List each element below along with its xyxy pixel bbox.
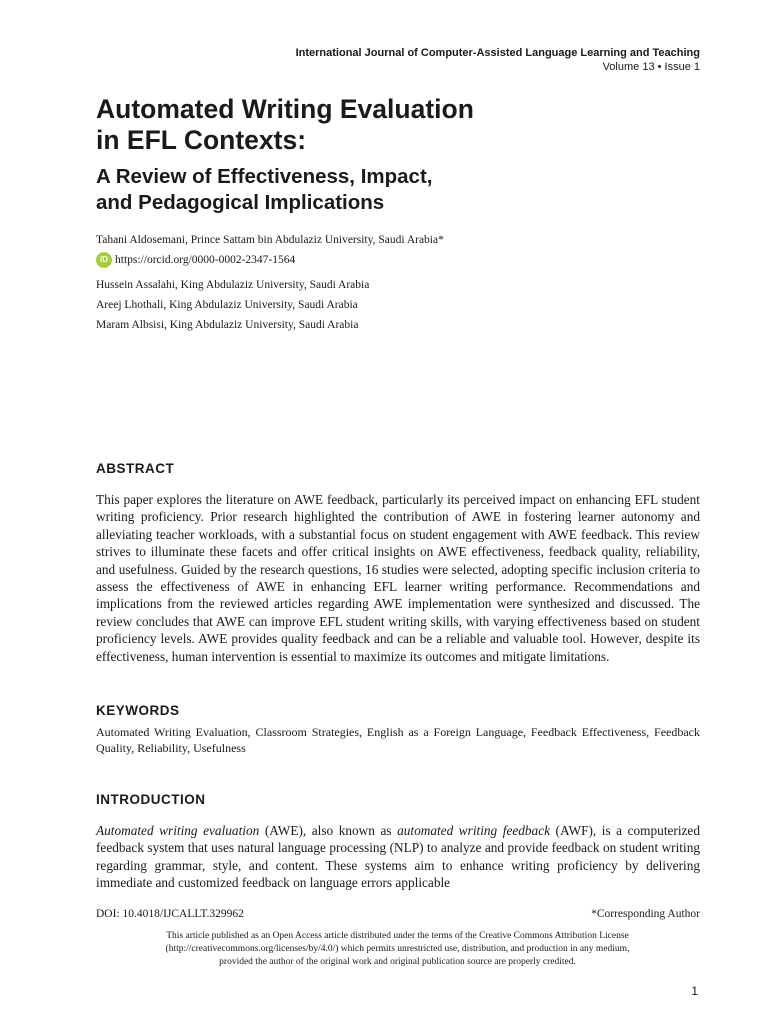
author-list <box>96 230 716 335</box>
keywords-heading: KEYWORDS <box>96 703 180 718</box>
license-notice <box>110 930 685 969</box>
journal-name: International Journal of Computer-Assisted Language Learning and Teaching <box>295 47 700 59</box>
intro-text-part-2: (AWF), is a computerized feedback system that uses natural language processing (NLP) to analyze and provide feedback on student writing regarding grammar, style, and content. These systems aim to enhance writing proficiency by delivering immediate and customized feedback on language errors applicable <box>96 823 700 891</box>
license-line-3: provided the author of the original work and original publication source are properly credited. <box>219 957 576 967</box>
author-second: Hussein Assalahi, King Abdulaziz University, Saudi Arabia <box>96 279 370 291</box>
title-line-2: in EFL Contexts: <box>96 125 307 155</box>
intro-text-part-1: (AWE), also known as <box>259 823 398 838</box>
corresponding-author-note: *Corresponding Author <box>591 908 700 920</box>
subtitle-line-2: and Pedagogical Implications <box>96 191 385 214</box>
subtitle-line-1: A Review of Effectiveness, Impact, <box>96 165 433 188</box>
paper-subtitle <box>96 164 716 216</box>
orcid-link[interactable]: https://orcid.org/0000-0002-2347-1564 <box>115 254 296 266</box>
introduction-text <box>96 822 700 892</box>
orcid-row <box>96 250 716 270</box>
term-awf: automated writing feedback <box>397 823 550 838</box>
doi: DOI: 10.4018/IJCALLT.329962 <box>96 908 244 920</box>
volume-issue: Volume 13 • Issue 1 <box>602 61 700 73</box>
journal-header <box>296 46 700 74</box>
page-number: 1 <box>691 984 698 998</box>
author-third: Areej Lhothali, King Abdulaziz University, Saudi Arabia <box>96 299 358 311</box>
title-line-1: Automated Writing Evaluation <box>96 94 474 124</box>
orcid-icon: iD <box>96 252 112 268</box>
author-fourth: Maram Albsisi, King Abdulaziz University, Saudi Arabia <box>96 319 359 331</box>
abstract-heading: ABSTRACT <box>96 461 175 476</box>
term-awe: Automated writing evaluation <box>96 823 260 838</box>
keywords-text: Automated Writing Evaluation, Classroom Strategies, English as a Foreign Language, Feedback Effectiveness, Feedback Quality, Reliability, Usefulness <box>96 725 700 755</box>
license-line-1: This article published as an Open Access article distributed under the terms of the Creative Commons Attribution License <box>166 931 629 941</box>
license-line-2: (http://creativecommons.org/licenses/by/4.0/) which permits unrestricted use, distribution, and production in any medium, <box>165 944 630 954</box>
abstract-text: This paper explores the literature on AWE feedback, particularly its perceived impact on enhancing EFL student writing proficiency. Prior research highlighted the contribution of AWE in fostering learner autonomy and alleviating teacher workloads, with a substantial focus on student engagement with AWE feedback. This review strives to illuminate these facets and offer critical insights on AWE effectiveness, feedback quality, reliability, and usefulness. Guided by the research questions, 16 studies were selected, adopting specific inclusion criteria to assess the effectiveness of AWE in enhancing EFL learner writing performance. Recommendations and implications from the reviewed articles regarding AWE implementation were synthesized and discussed. The review concludes that AWE can improve EFL student writing skills, with varying effectiveness based on student proficiency levels. AWE provides quality feedback and can be a reliable and valuable tool. However, despite its effectiveness, human intervention is essential to maximize its outcomes and mitigate limitations. <box>96 492 700 664</box>
paper-title <box>96 94 716 156</box>
introduction-heading: INTRODUCTION <box>96 792 206 807</box>
author-first: Tahani Aldosemani, Prince Sattam bin Abdulaziz University, Saudi Arabia* <box>96 234 444 246</box>
